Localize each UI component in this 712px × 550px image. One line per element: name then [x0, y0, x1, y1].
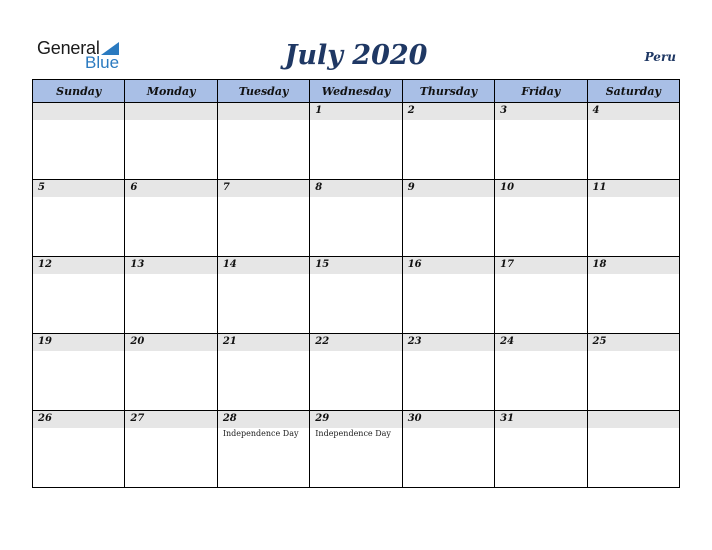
week-row — [33, 180, 680, 257]
day-number: 9 — [407, 182, 415, 193]
day-number: 22 — [315, 336, 330, 347]
day-number: 2 — [407, 105, 415, 116]
day-number-bar — [310, 103, 401, 120]
day-cell — [587, 411, 679, 488]
day-number: 1 — [315, 105, 323, 116]
day-number-bar — [495, 411, 586, 428]
day-number: 14 — [222, 259, 237, 270]
logo-text-blue: Blue — [85, 53, 120, 72]
weekday-monday: Monday — [125, 80, 217, 103]
day-number-bar — [403, 411, 494, 428]
holiday-label: Independence Day — [222, 429, 299, 438]
day-cell — [33, 334, 125, 411]
day-number-bar — [218, 257, 309, 274]
day-number-bar — [218, 180, 309, 197]
day-number-bar — [125, 334, 216, 351]
day-number: 23 — [407, 336, 422, 347]
logo-text-general: General — [37, 38, 100, 58]
day-cell — [495, 180, 587, 257]
weekday-wednesday: Wednesday — [310, 80, 402, 103]
day-cell — [495, 334, 587, 411]
day-number: 27 — [130, 413, 145, 424]
day-cell — [495, 103, 587, 180]
day-number-bar — [125, 411, 216, 428]
day-number: 6 — [130, 182, 138, 193]
week-row — [33, 334, 680, 411]
day-cell — [217, 257, 309, 334]
weekday-saturday: Saturday — [587, 80, 679, 103]
day-cell — [217, 334, 309, 411]
country-label: Peru — [644, 50, 676, 64]
day-cell — [310, 180, 402, 257]
day-number: 18 — [592, 259, 607, 270]
day-number-bar — [403, 180, 494, 197]
day-number-bar — [403, 257, 494, 274]
day-number: 20 — [130, 336, 145, 347]
week-row — [33, 103, 680, 180]
day-cell — [125, 180, 217, 257]
day-cell — [587, 180, 679, 257]
day-number-bar — [33, 334, 124, 351]
day-number-bar — [218, 334, 309, 351]
day-number: 30 — [407, 413, 422, 424]
day-cell — [402, 180, 494, 257]
general-blue-logo — [37, 38, 127, 74]
day-cell — [587, 103, 679, 180]
day-number: 8 — [315, 182, 323, 193]
day-number-bar — [403, 334, 494, 351]
day-cell — [217, 103, 309, 180]
week-row — [33, 257, 680, 334]
day-number-bar — [310, 257, 401, 274]
day-cell — [495, 257, 587, 334]
calendar-body — [33, 103, 680, 488]
day-cell — [33, 411, 125, 488]
day-cell — [217, 180, 309, 257]
day-number: 16 — [407, 259, 422, 270]
day-number: 28 — [222, 413, 237, 424]
day-number-bar — [33, 103, 124, 120]
day-number: 31 — [500, 413, 515, 424]
day-cell — [402, 411, 494, 488]
day-number-bar — [310, 334, 401, 351]
day-cell — [310, 334, 402, 411]
day-number-bar — [218, 103, 309, 120]
holiday-label: Independence Day — [315, 429, 391, 438]
day-number-bar — [495, 257, 586, 274]
calendar-grid — [32, 79, 680, 488]
day-number: 12 — [38, 259, 52, 270]
day-number: 13 — [130, 259, 145, 270]
day-cell — [125, 103, 217, 180]
day-cell — [33, 180, 125, 257]
day-cell — [310, 257, 402, 334]
day-number-bar — [310, 180, 401, 197]
day-cell — [402, 257, 494, 334]
day-cell — [495, 411, 587, 488]
day-number: 29 — [315, 413, 330, 424]
day-number-bar — [588, 103, 679, 120]
day-number: 3 — [500, 105, 508, 116]
day-cell — [33, 257, 125, 334]
week-row — [33, 411, 680, 488]
day-number: 11 — [592, 182, 607, 193]
day-number-bar — [33, 257, 124, 274]
day-number: 5 — [38, 182, 45, 193]
day-number-bar — [588, 180, 679, 197]
day-cell — [310, 411, 402, 488]
day-number-bar — [588, 334, 679, 351]
day-number-bar — [588, 257, 679, 274]
day-number: 7 — [222, 182, 230, 193]
day-number-bar — [495, 180, 586, 197]
day-number-bar — [495, 334, 586, 351]
day-number-bar — [125, 257, 216, 274]
day-number-bar — [588, 411, 679, 428]
day-cell — [125, 257, 217, 334]
weekday-header-row — [33, 80, 680, 103]
day-number: 26 — [38, 413, 52, 424]
weekday-thursday: Thursday — [402, 80, 494, 103]
day-number-bar — [218, 411, 309, 428]
day-cell — [217, 411, 309, 488]
day-number-bar — [33, 180, 124, 197]
day-number-bar — [495, 103, 586, 120]
day-cell — [33, 103, 125, 180]
day-number: 17 — [500, 259, 515, 270]
day-cell — [402, 334, 494, 411]
day-number-bar — [310, 411, 401, 428]
day-number: 4 — [592, 105, 600, 116]
calendar-title: July 2020 — [284, 40, 428, 71]
day-number-bar — [125, 103, 216, 120]
day-cell — [587, 257, 679, 334]
day-number: 15 — [315, 259, 330, 270]
day-number: 21 — [222, 336, 237, 347]
day-number-bar — [33, 411, 124, 428]
day-number-bar — [403, 103, 494, 120]
day-cell — [402, 103, 494, 180]
day-number: 19 — [38, 336, 52, 347]
day-cell — [587, 334, 679, 411]
weekday-friday: Friday — [495, 80, 587, 103]
weekday-tuesday: Tuesday — [217, 80, 309, 103]
weekday-sunday: Sunday — [33, 80, 125, 103]
day-number-bar — [125, 180, 216, 197]
day-cell — [125, 334, 217, 411]
day-number: 25 — [592, 336, 607, 347]
day-cell — [125, 411, 217, 488]
day-number: 10 — [500, 182, 515, 193]
day-number: 24 — [500, 336, 515, 347]
day-cell — [310, 103, 402, 180]
